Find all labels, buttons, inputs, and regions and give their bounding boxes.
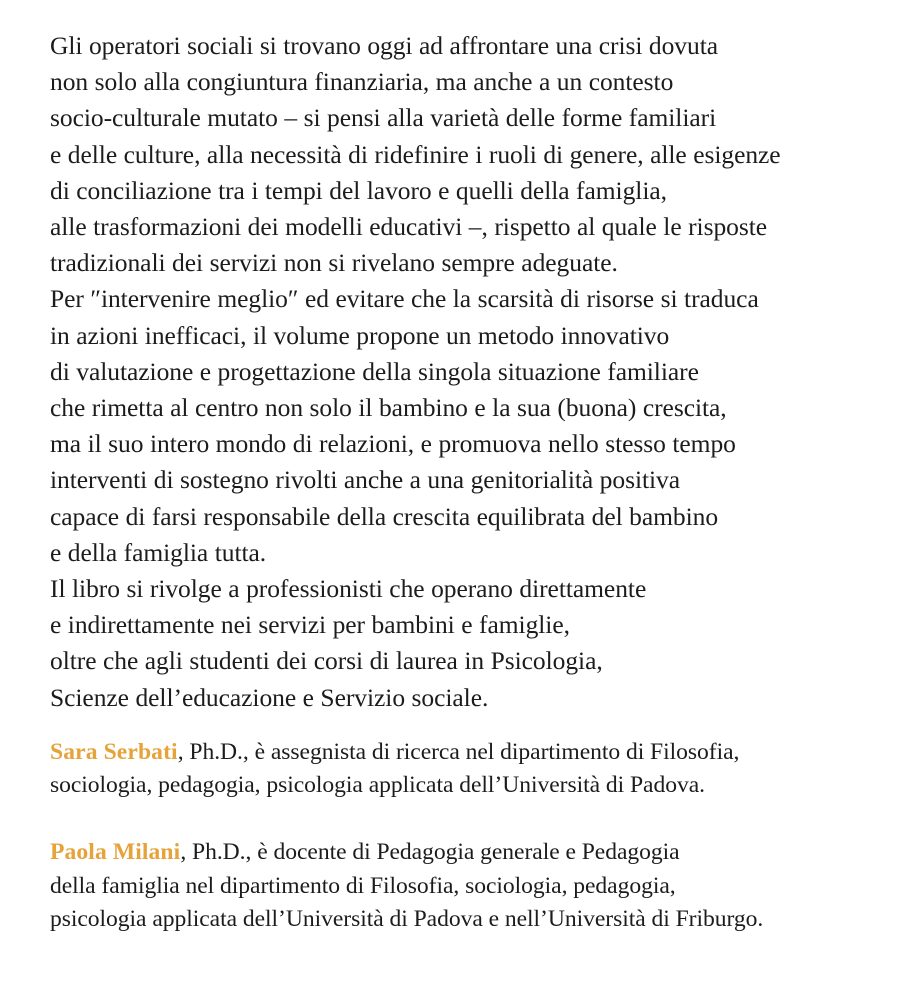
- blurb-line: che rimetta al centro non solo il bambino e la sua (buona) crescita,: [50, 393, 727, 423]
- author-bio-line: psicologia applicata dell’Università di Padova e nell’Università di Friburgo.: [50, 906, 764, 933]
- blurb-line: ma il suo intero mondo di relazioni, e promuova nello stesso tempo: [50, 429, 736, 459]
- author-bio-first-line: [50, 836, 868, 870]
- author-name: Paola Milani: [50, 839, 181, 866]
- blurb-line: Per ″intervenire meglio″ ed evitare che la scarsità di risorse si traduca: [50, 284, 759, 314]
- blurb-line: tradizionali dei servizi non si rivelano sempre adeguate.: [50, 248, 618, 278]
- author-bio-first-line-rest: , Ph.D., è docente di Pedagogia generale e Pedagogia: [180, 839, 680, 866]
- blurb-line: Gli operatori sociali si trovano oggi ad affrontare una crisi dovuta: [50, 31, 719, 60]
- author-bios: [50, 736, 868, 937]
- blurb-line: e della famiglia tutta.: [50, 537, 267, 567]
- author-bio-line: della famiglia nel dipartimento di Filosofia, sociologia, pedagogia,: [50, 872, 676, 899]
- blurb-line: e delle culture, alla necessità di ridefinire i ruoli di genere, alle esigenze: [50, 139, 781, 169]
- author-bio-first-line: [50, 736, 868, 770]
- blurb-line: non solo alla congiuntura finanziaria, ma anche a un contesto: [50, 67, 674, 97]
- blurb-line: Scienze dell’educazione e Servizio sociale.: [50, 682, 489, 712]
- blurb-line: di conciliazione tra i tempi del lavoro e quelli della famiglia,: [50, 175, 667, 205]
- blurb-line: alle trasformazioni dei modelli educativi –, rispetto al quale le risposte: [50, 212, 768, 242]
- author-name: Sara Serbati: [50, 738, 178, 765]
- blurb-line: in azioni inefficaci, il volume propone un metodo innovativo: [50, 320, 670, 350]
- author-bio: [50, 836, 868, 937]
- blurb-line: interventi di sostegno rivolti anche a una genitorialità positiva: [50, 465, 681, 495]
- author-bio-first-line-rest: , Ph.D., è assegnista di ricerca nel dipartimento di Filosofia,: [177, 738, 740, 765]
- blurb-line: Il libro si rivolge a professionisti che operano direttamente: [50, 574, 647, 604]
- blurb-line: socio-culturale mutato – si pensi alla varietà delle forme familiari: [50, 103, 717, 133]
- blurb-line: di valutazione e progettazione della singola situazione familiare: [50, 356, 699, 386]
- blurb-line: capace di farsi responsabile della crescita equilibrata del bambino: [50, 501, 719, 531]
- author-bio-line: sociologia, pedagogia, psicologia applicata dell’Università di Padova.: [50, 772, 705, 799]
- author-bio: [50, 736, 868, 803]
- blurb-paragraph: [50, 28, 868, 716]
- blurb-line: e indirettamente nei servizi per bambini e famiglie,: [50, 610, 570, 640]
- blurb-line: oltre che agli studenti dei corsi di laurea in Psicologia,: [50, 646, 603, 676]
